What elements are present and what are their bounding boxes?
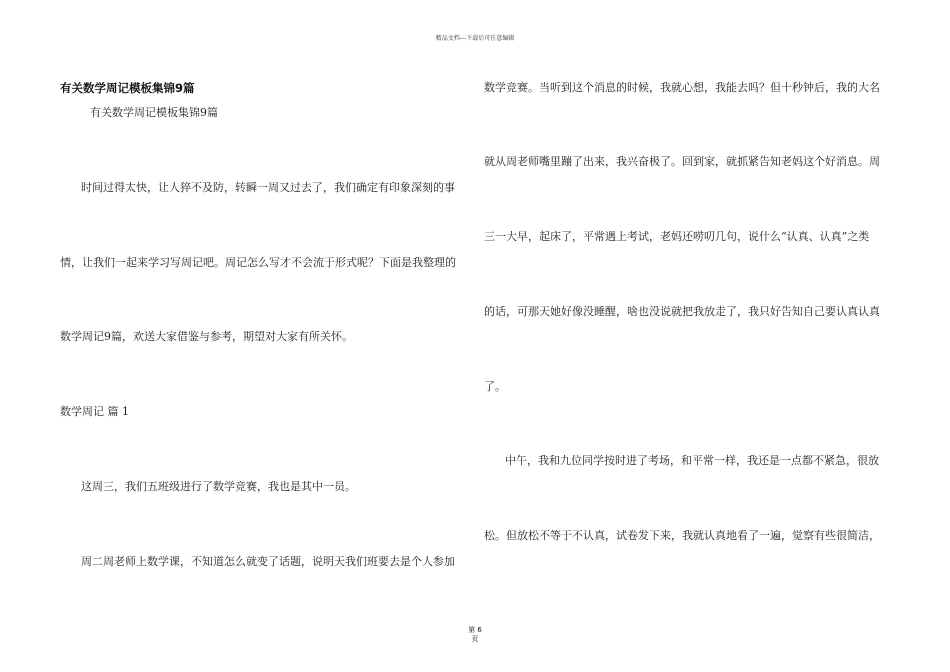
intro-line-3: 数学周记9篇，欢送大家借鉴与参考，期望对大家有所关怀。 — [60, 330, 353, 343]
paragraph-2: 周二周老师上数学课，不知道怎么就变了话题，说明天我们班要去是个人参加 — [81, 555, 455, 568]
intro-line-2: 情，让我们一起来学习写周记吧。周记怎么写才不会流于形式呢？下面是我整理的 — [60, 256, 456, 269]
document-subtitle: 有关数学周记模板集锦9篇 — [90, 106, 218, 119]
right-line-7: 松。但放松不等于不认真，试卷发下来，我就认真地看了一遍，觉察有些很简洁， — [484, 529, 880, 542]
document-header-note: 精品文档---下载后可任意编辑 — [435, 35, 515, 42]
right-line-1: 数学竞赛。当听到这个消息的时候，我就心想，我能去吗？但十秒钟后，我的大名 — [484, 81, 880, 94]
paragraph-1: 这周三，我们五班级进行了数学竞赛，我也是其中一员。 — [81, 480, 356, 493]
right-line-5: 了。 — [484, 380, 506, 393]
intro-line-1: 时间过得太快，让人猝不及防，转瞬一周又过去了，我们确定有印象深刻的事 — [81, 181, 455, 194]
right-line-3: 三一大早，起床了，平常遇上考试，老妈还唠叨几句，说什么“认真、认真”之类 — [484, 230, 870, 243]
page-number-bottom: 页 — [471, 635, 479, 643]
page-number-top: 第 6 — [468, 626, 482, 634]
right-line-4: 的话，可那天她好像没睡醒，啥也没说就把我放走了，我只好告知自己要认真认真 — [484, 305, 880, 318]
right-line-2: 就从周老师嘴里蹦了出来，我兴奋极了。回到家，就抓紧告知老妈这个好消息。周 — [484, 155, 880, 168]
document-title: 有关数学周记模板集锦9篇 — [60, 81, 195, 95]
section-heading: 数学周记 篇 1 — [60, 405, 129, 418]
page-footer — [0, 626, 950, 644]
right-line-6: 中午，我和九位同学按时进了考场，和平常一样，我还是一点都不紧急，很放 — [505, 454, 879, 467]
